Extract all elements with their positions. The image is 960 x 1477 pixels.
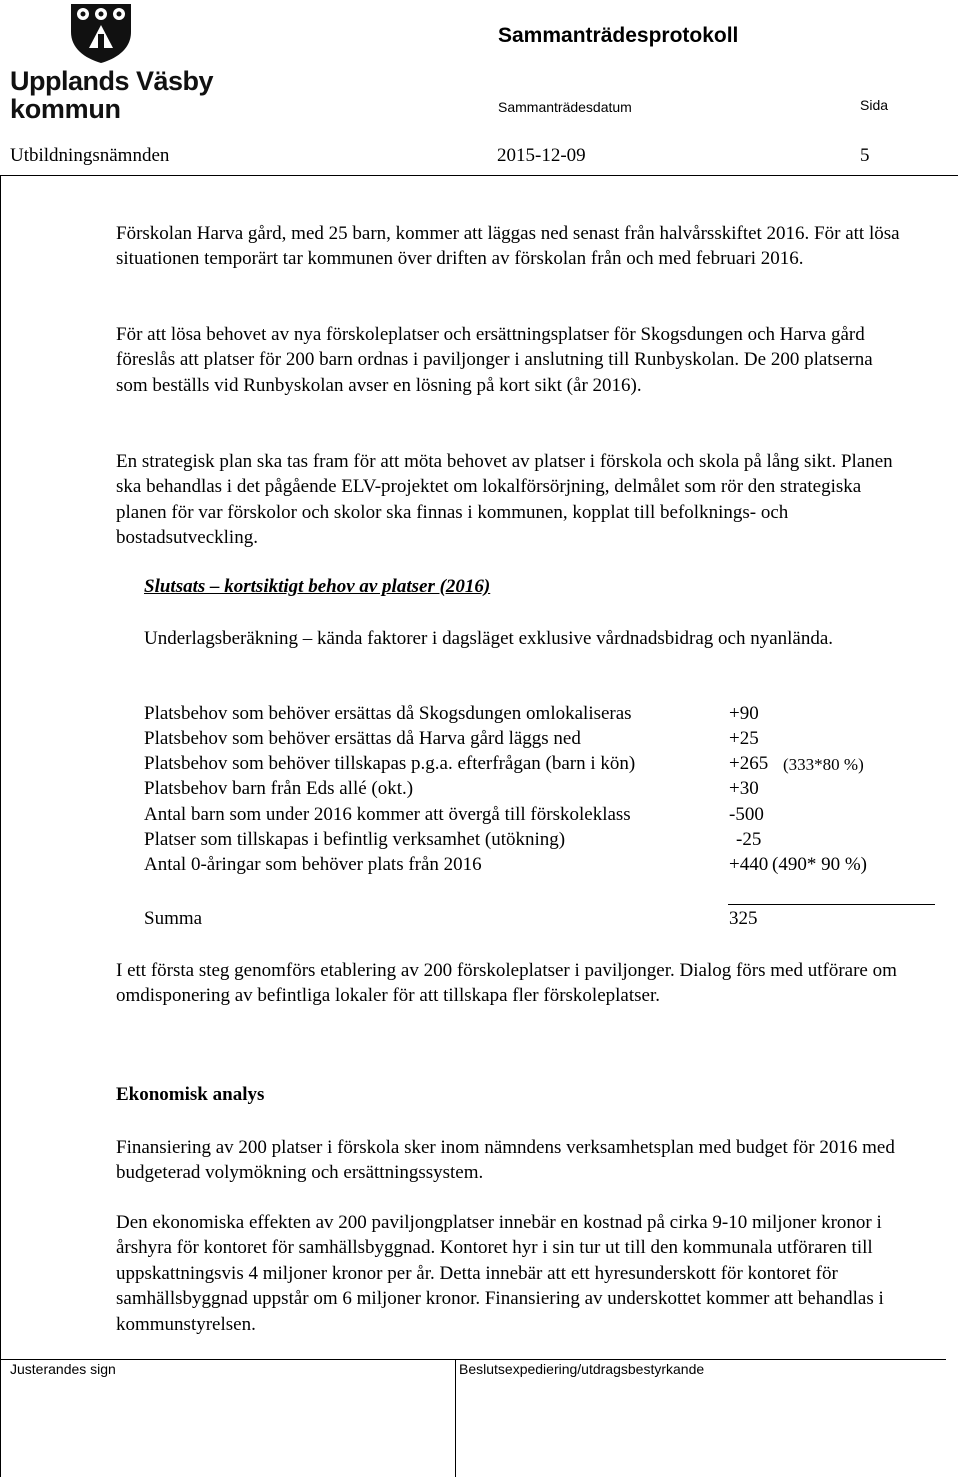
calc-row-note: (490* 90 %) xyxy=(772,854,867,875)
footer-divider xyxy=(455,1359,456,1477)
certification-field-label: Beslutsexpediering/utdragsbestyrkande xyxy=(459,1361,705,1377)
paragraph-harva-closure: Förskolan Harva gård, med 25 barn, kommer att läggas ned senast från halvårsskiftet 2016. För att lösa situationen temporärt tar kommunen över driften av förskolan från och med februari 2016. xyxy=(116,223,900,270)
paragraph-strategic-plan: En strategisk plan ska tas fram för att möta behovet av platser i förskola och skola på lång sikt. Planen ska behandlas i det pågående ELV-projektet om lokalförsörjning, delmålet som rör den strategiska planen för var förskolor och skolor ska finnas i kommunen, kopplat till befolknings- och bostadsutveckling. xyxy=(116,451,893,549)
calc-row-value: +25 xyxy=(729,728,759,749)
economic-analysis-heading: Ekonomisk analys xyxy=(116,1084,265,1105)
calc-row-value: -25 xyxy=(736,829,762,850)
sum-value: 325 xyxy=(729,908,758,929)
paragraph-economic-effect: Den ekonomiska effekten av 200 paviljongplatser innebär en kostnad på cirka 9-10 miljoner kronor i årshyra för kontoret för samhällsbyggnad. Kontoret hyr i sin tur ut till den kommunala utföraren till uppskattningsvis 4 miljoner kronor per år. Detta innebär att ett hyresunderskott för kontoret för samhällsbyggnad uppstår om 6 miljoner kronor. Finansiering av underskottet kommer att behandlas i kommunstyrelsen. xyxy=(116,1212,884,1335)
calc-row xyxy=(144,703,934,728)
paragraph-first-step: I ett första steg genomförs etablering av 200 förskoleplatser i paviljonger. Dialog förs med utförare om omdisponering av befintliga lokaler för att tillskapa fler förskoleplatser. xyxy=(116,960,897,1007)
calc-row xyxy=(144,753,934,778)
calc-row-value: +265 xyxy=(729,753,769,774)
logo-name-line1: Upplands Väsby xyxy=(10,66,214,96)
calc-row xyxy=(144,778,934,803)
paragraph-pavilion-proposal: För att lösa behovet av nya förskoleplatser och ersättningsplatser för Skogsdungen och Harva gård föreslås att platser för 200 barn ordnas i paviljonger i anslutning till Runbyskolan. De 200 platserna som beställs vid Runbyskolan avser en lösning på kort sikt (år 2016). xyxy=(116,324,873,396)
logo-name-line2: kommun xyxy=(10,94,121,124)
calc-row-label: Platsbehov barn från Eds allé (okt.) xyxy=(144,778,414,799)
conclusion-heading: Slutsats – kortsiktigt behov av platser (2016) xyxy=(144,576,491,597)
meeting-date: 2015-12-09 xyxy=(497,145,586,166)
calc-row-value: -500 xyxy=(729,804,764,825)
signature-field-label: Justerandes sign xyxy=(10,1361,116,1377)
calc-row-label: Antal 0-åringar som behöver plats från 2016 xyxy=(144,854,482,875)
sum-label: Summa xyxy=(144,908,203,929)
calc-row-label: Platsbehov som behöver tillskapas p.g.a. efterfrågan (barn i kön) xyxy=(144,753,636,774)
calc-row-label: Platsbehov som behöver ersättas då Skogsdungen omlokaliseras xyxy=(144,703,632,724)
calc-row-label: Platsbehov som behöver ersättas då Harva gård läggs ned xyxy=(144,728,581,749)
calc-row xyxy=(144,804,934,829)
sum-rule xyxy=(728,904,935,905)
footer-left-border xyxy=(0,1359,1,1477)
committee-name: Utbildningsnämnden xyxy=(10,145,170,166)
calc-row xyxy=(144,728,934,753)
calc-row-note: (333*80 %) xyxy=(783,755,864,774)
page-number: 5 xyxy=(860,145,870,166)
coat-of-arms-icon xyxy=(68,2,134,64)
municipality-logo xyxy=(10,2,214,124)
calc-row-value: +30 xyxy=(729,778,759,799)
calc-row xyxy=(144,829,934,854)
paragraph-calculation-basis: Underlagsberäkning – kända faktorer i dagsläget exklusive vårdnadsbidrag och nyanlända. xyxy=(144,628,834,649)
calc-row-label: Platser som tillskapas i befintlig verksamhet (utökning) xyxy=(144,829,566,850)
paragraph-financing: Finansiering av 200 platser i förskola sker inom nämndens verksamhetsplan med budget för 2016 med budgeterad volymökning och ersättningssystem. xyxy=(116,1137,895,1184)
calc-row xyxy=(144,854,934,879)
calc-row-value: +440 xyxy=(729,854,769,875)
footer-rule xyxy=(0,1359,946,1360)
calc-row-value: +90 xyxy=(729,703,759,724)
document-title: Sammanträdesprotokoll xyxy=(498,24,739,47)
meeting-date-label: Sammanträdesdatum xyxy=(498,99,632,115)
sum-row xyxy=(144,908,934,933)
calc-row-label: Antal barn som under 2016 kommer att övergå till förskoleklass xyxy=(144,804,631,825)
page-label: Sida xyxy=(860,97,889,113)
